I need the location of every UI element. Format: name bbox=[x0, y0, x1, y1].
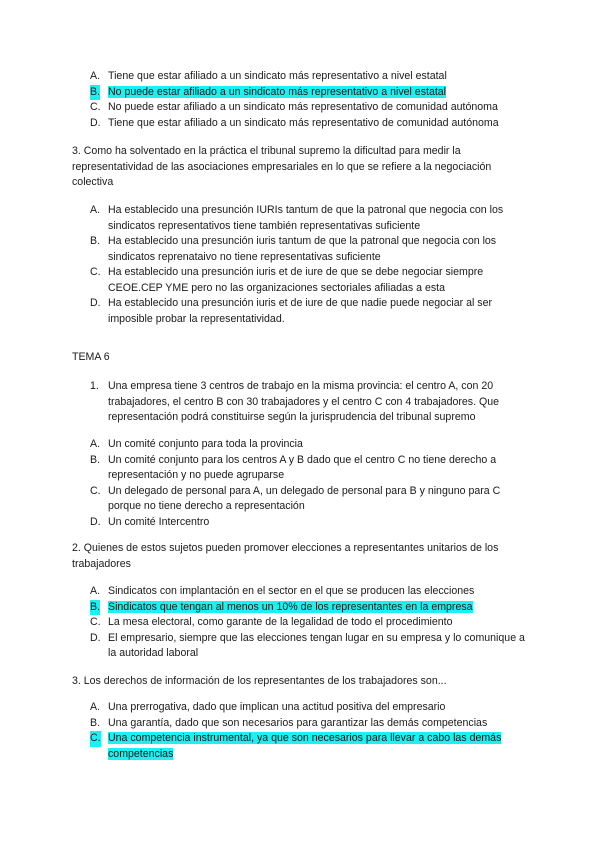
option-a bbox=[90, 700, 530, 716]
option-c bbox=[90, 731, 530, 762]
option-text: Ha establecido una presunción iuris tantum de que la patronal que negocia con los sindicatos reprenataivo no tiene representativas suficiente bbox=[108, 235, 497, 263]
option-a bbox=[90, 584, 530, 600]
option-b bbox=[90, 600, 530, 616]
answer-options-block1 bbox=[90, 69, 530, 131]
question-3-text: 3. Como ha solventado en la práctica el tribunal supremo la dificultad para medir la representatividad de las asociaciones empresariales en lo que se refiere a la negociación colectiva bbox=[72, 145, 492, 188]
option-text: Un delegado de personal para A, un delegado de personal para B y ninguno para C porque no tiene derecho a representación bbox=[108, 484, 501, 512]
option-letter: C. bbox=[90, 731, 101, 747]
tema6-question-3-options bbox=[90, 700, 530, 762]
tema6-question-1-options bbox=[90, 437, 530, 530]
tema6-question-2-text: 2. Quienes de estos sujetos pueden promover elecciones a representantes unitarios de los trabajadores bbox=[72, 542, 499, 570]
option-letter: A. bbox=[90, 438, 101, 450]
option-letter: C. bbox=[90, 266, 101, 278]
option-letter: B. bbox=[90, 600, 100, 616]
tema6-question-1 bbox=[90, 379, 530, 426]
option-b bbox=[90, 85, 530, 101]
option-letter: A. bbox=[90, 204, 101, 216]
option-text: Tiene que estar afiliado a un sindicato más representativo de comunidad autónoma bbox=[108, 116, 499, 129]
option-c bbox=[90, 100, 530, 116]
option-b bbox=[90, 234, 530, 265]
option-letter: B. bbox=[90, 453, 101, 466]
question-3-options bbox=[90, 203, 530, 327]
option-text: Ha establecido una presunción IURIs tantum de que la patronal que negocia con los sindicatos representativos tiene también representativas suficiente bbox=[108, 204, 504, 232]
option-a bbox=[90, 437, 530, 453]
option-text: El empresario, siempre que las elecciones tengan lugar en su empresa y lo comunique a la autoridad laboral bbox=[108, 631, 525, 659]
option-letter: B. bbox=[90, 716, 101, 729]
option-text-highlighted: Sindicatos que tengan al menos un 10% de los representantes en la empresa bbox=[108, 600, 473, 613]
option-b bbox=[90, 453, 530, 484]
option-letter: A. bbox=[90, 70, 101, 82]
option-text: No puede estar afiliado a un sindicato más representativo de comunidad autónoma bbox=[108, 101, 498, 113]
section-heading: TEMA 6 bbox=[72, 351, 110, 363]
option-text: Ha establecido una presunción iuris et de iure de que nadie puede negociar al ser imposible probar la representatividad. bbox=[108, 297, 492, 325]
option-letter: C. bbox=[90, 101, 101, 113]
option-d bbox=[90, 631, 530, 662]
question-text: Una empresa tiene 3 centros de trabajo en la misma provincia: el centro A, con 20 trabajadores, el centro B con 30 trabajadores y el centro C con 4 trabajadores. Que representación podrá constituirse según la jurisprudencia del tribunal supremo bbox=[108, 380, 500, 423]
question-number: 1. bbox=[90, 380, 99, 392]
option-c bbox=[90, 615, 530, 631]
option-c bbox=[90, 265, 530, 296]
option-text: Tiene que estar afiliado a un sindicato más representativo a nivel estatal bbox=[108, 70, 447, 82]
option-letter: B. bbox=[90, 85, 100, 101]
option-letter: B. bbox=[90, 235, 101, 247]
option-text: Sindicatos con implantación en el sector en el que se producen las elecciones bbox=[108, 585, 475, 597]
option-d bbox=[90, 116, 530, 132]
tema6-question-3-text: 3. Los derechos de información de los representantes de los trabajadores son... bbox=[72, 675, 447, 687]
option-text-highlighted: No puede estar afiliado a un sindicato más representativo a nivel estatal bbox=[108, 85, 447, 98]
option-letter: C. bbox=[90, 616, 101, 628]
option-letter: D. bbox=[90, 631, 101, 644]
option-letter: D. bbox=[90, 297, 101, 309]
option-d bbox=[90, 515, 530, 531]
option-letter: C. bbox=[90, 484, 101, 497]
option-text: Una prerrogativa, dado que implican una actitud positiva del empresario bbox=[108, 701, 446, 713]
option-letter: D. bbox=[90, 116, 101, 129]
option-d bbox=[90, 296, 530, 327]
option-b bbox=[90, 716, 530, 732]
option-text: Un comité conjunto para toda la provincia bbox=[108, 438, 303, 450]
option-text: Un comité conjunto para los centros A y B dado que el centro C no tiene derecho a representación y no puede agruparse bbox=[108, 453, 497, 481]
option-letter: D. bbox=[90, 515, 101, 528]
option-letter: A. bbox=[90, 585, 101, 597]
tema6-question-2-options bbox=[90, 584, 530, 662]
option-c bbox=[90, 484, 530, 515]
option-letter: A. bbox=[90, 701, 101, 713]
option-a bbox=[90, 203, 530, 234]
option-text: Un comité Intercentro bbox=[108, 515, 210, 528]
option-text: Una garantía, dado que son necesarios para garantizar las demás competencias bbox=[108, 716, 488, 729]
option-a bbox=[90, 69, 530, 85]
option-text: La mesa electoral, como garante de la legalidad de todo el procedimiento bbox=[108, 616, 453, 628]
option-text: Ha establecido una presunción iuris et de iure de que se debe negociar siempre CEOE.CEP YME pero no las organizaciones sectoriales afiliadas a esta bbox=[108, 266, 484, 294]
option-text-highlighted: Una competencia instrumental, ya que son necesarios para llevar a cabo las demás competencias bbox=[108, 732, 502, 760]
